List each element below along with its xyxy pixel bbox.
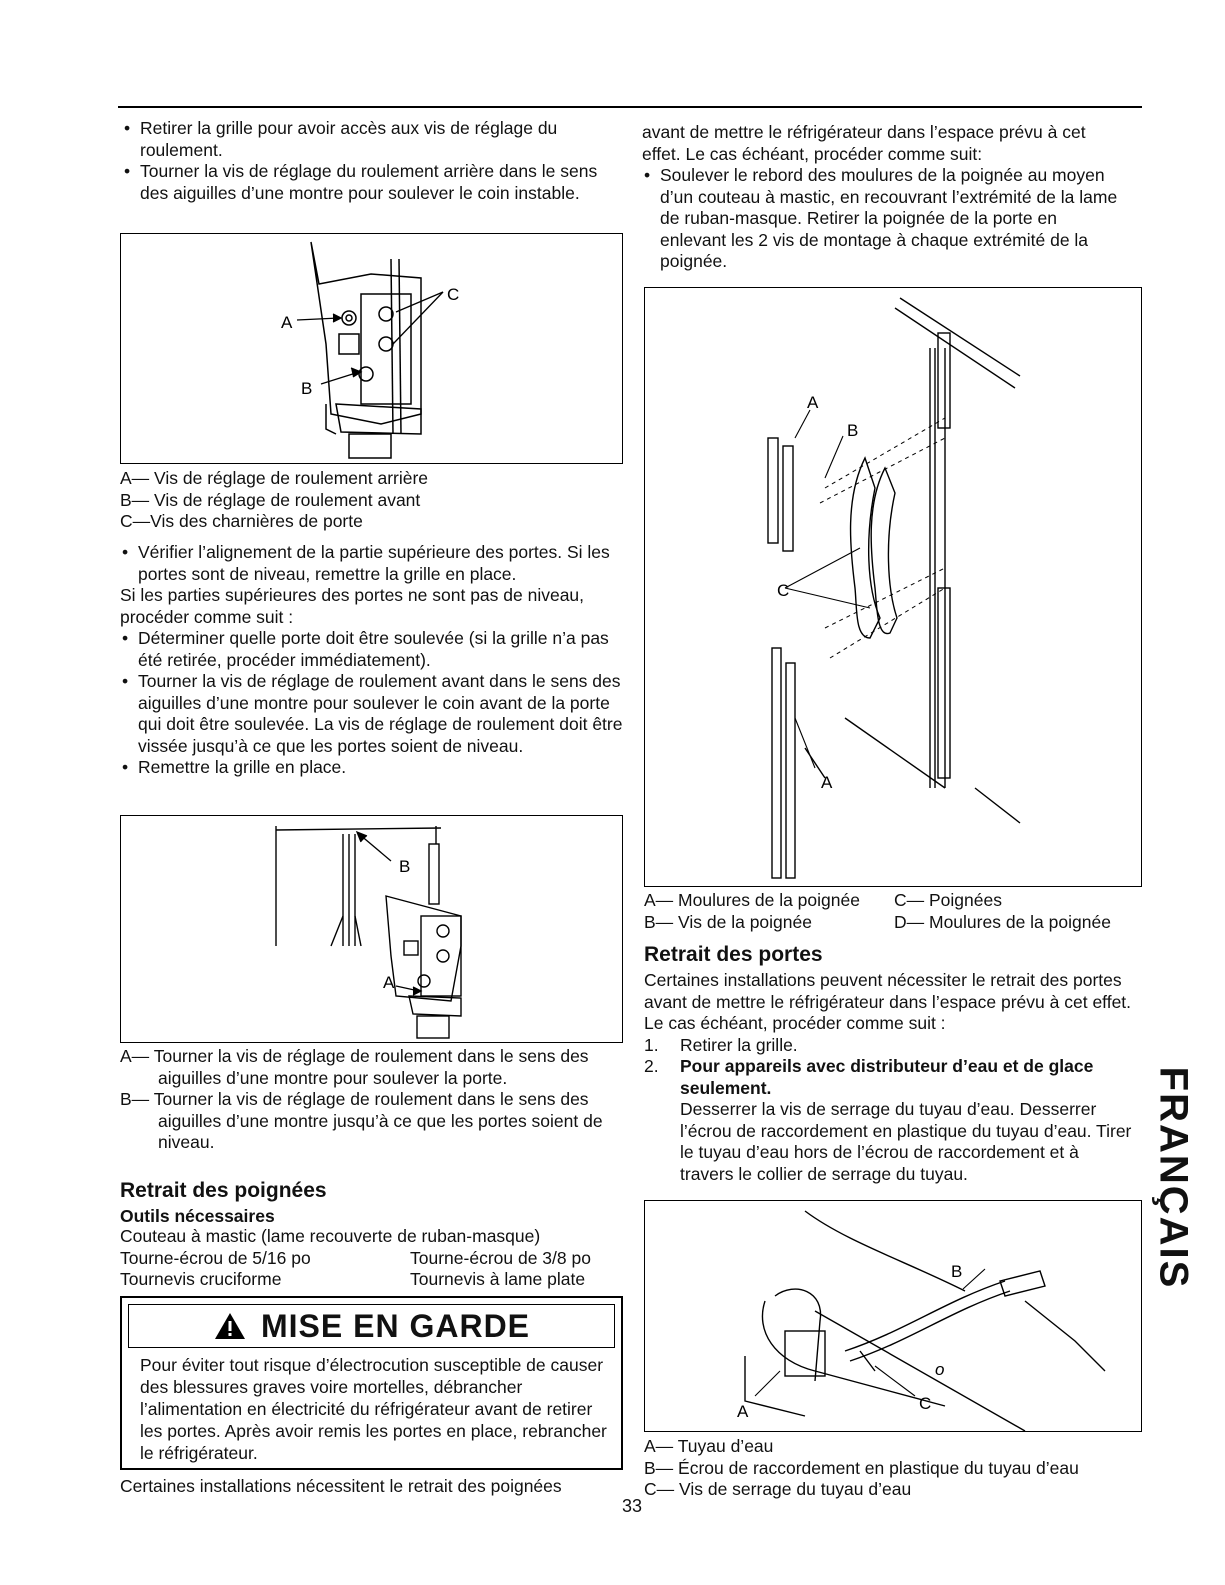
tool-item: Tournevis à lame plate	[410, 1269, 586, 1289]
caption-b	[120, 1089, 632, 1154]
label-b: B	[951, 1262, 963, 1281]
caption-a: A— Tuyau d’eau	[644, 1436, 774, 1456]
step-number: 2.	[644, 1056, 659, 1076]
label-a-top: A	[807, 393, 819, 412]
paragraph: Si les parties supérieures des portes ne sont pas de niveau, procéder comme suit :	[120, 585, 585, 627]
label-b: B	[847, 421, 859, 440]
tools-grid	[120, 1248, 620, 1291]
tools-heading: Outils nécessaires	[120, 1206, 275, 1226]
warning-triangle-icon	[213, 1311, 247, 1341]
figure-front-roller-adjust	[120, 815, 623, 1043]
caption-b: B— Écrou de raccordement en plastique du tuyau d’eau	[644, 1457, 1079, 1478]
list-item: • Soulever le rebord des moulures de la poignée au moyen d’un couteau à mastic, en recouvrant l’extrémité de la lame de ruban-masque. Retirer la poignée de la porte en enlevant les 2 vis de montage à chaque extrémité de la poignée.	[642, 165, 1122, 273]
illustration-door-roller	[121, 816, 622, 1042]
label-a: A	[281, 313, 293, 332]
list-item: • Remettre la grille en place.	[120, 757, 632, 779]
step-bold: Pour appareils avec distributeur d’eau et de glace seulement.	[680, 1056, 1094, 1098]
bottom-line: Certaines installations nécessitent le retrait des poignées	[120, 1476, 562, 1496]
caption-b: B— Vis de la poignée	[644, 911, 812, 932]
step-number: 1.	[644, 1034, 659, 1055]
illustration-roller-bracket	[121, 234, 622, 463]
label-a: A	[737, 1402, 749, 1421]
label-c: C	[919, 1394, 932, 1413]
fig4-captions	[644, 1436, 1144, 1501]
illustration-water-tube	[645, 1201, 1141, 1431]
caption-a: A— Moulures de la poignée	[644, 890, 860, 910]
step-text: Retirer la grille.	[680, 1034, 798, 1055]
figure-rear-roller-screws	[120, 233, 623, 464]
label-a-bottom: A	[821, 773, 833, 792]
warning-header	[128, 1304, 615, 1348]
caption-a	[120, 1046, 632, 1089]
label-o: o	[935, 1360, 945, 1379]
list-item: • Vérifier l’alignement de la partie supérieure des portes. Si les portes sont de niveau, remettre la grille en place.	[120, 542, 632, 585]
page-number: 33	[621, 1496, 643, 1516]
illustration-handles	[645, 288, 1141, 886]
language-side-tab	[1150, 1045, 1196, 1310]
label-c: C	[447, 285, 460, 304]
label-a: A	[383, 973, 395, 992]
paragraph: Certaines installations peuvent nécessiter le retrait des portes avant de mettre le réfrigérateur dans l’espace prévu à cet effet. Le cas échéant, procéder comme suit :	[644, 970, 1132, 1033]
warning-title: MISE EN GARDE	[260, 1307, 531, 1344]
list-item: • Retirer la grille pour avoir accès aux vis de réglage du roulement.	[122, 118, 602, 161]
tools-list	[120, 1226, 620, 1291]
caption-b-text: B— Tourner la vis de réglage de roulement dans le sens des aiguilles d’une montre jusqu’à ce que les portes soient de niveau.	[120, 1089, 603, 1152]
label-c: C	[777, 581, 790, 600]
step-2	[644, 1056, 1134, 1185]
label-b: B	[301, 379, 313, 398]
caption-a: A— Vis de réglage de roulement arrière	[120, 468, 429, 488]
caption-d: D— Moulures de la poignée	[894, 911, 1111, 932]
paragraph: avant de mettre le réfrigérateur dans l’espace prévu à cet effet. Le cas échéant, procéder comme suit:	[642, 122, 1086, 164]
right-top-section	[642, 122, 1122, 273]
top-rule	[118, 106, 1142, 108]
left-top-bullets	[122, 118, 602, 204]
warning-text: Pour éviter tout risque d’électrocution susceptible de causer des blessures graves voire mortelles, débrancher l’alimentation en électricité du réfrigérateur avant de retirer les portes. Après avoir remis les portes en place, rebrancher le réfrigérateur.	[140, 1355, 607, 1463]
caption-c: C— Vis de serrage du tuyau d’eau	[644, 1479, 912, 1499]
caption-c: C—Vis des charnières de porte	[120, 511, 363, 531]
caption-c: C— Poignées	[894, 890, 1002, 910]
step-1	[644, 1035, 1134, 1057]
fig2-captions	[120, 1046, 632, 1154]
tool-item: Tourne-écrou de 5/16 po	[120, 1247, 311, 1268]
caption-a-text: A— Tourner la vis de réglage de roulement dans le sens des aiguilles d’une montre pour soulever la porte.	[120, 1046, 589, 1088]
heading-handles: Retrait des poignées	[120, 1179, 327, 1202]
tools-line: Couteau à mastic (lame recouverte de ruban-masque)	[120, 1226, 541, 1246]
caption-b: B— Vis de réglage de roulement avant	[120, 489, 421, 510]
tool-item: Tourne-écrou de 3/8 po	[410, 1247, 591, 1268]
label-b: B	[399, 857, 411, 876]
fig3-captions	[644, 890, 1144, 933]
list-item: • Déterminer quelle porte doit être soulevée (si la grille n’a pas été retirée, procéder immédiatement).	[120, 628, 632, 671]
door-alignment-section	[120, 542, 632, 779]
step-text: Desserrer la vis de serrage du tuyau d’eau. Desserrer l’écrou de raccordement en plastique du tuyau d’eau. Tirer le tuyau d’eau hors de l’écrou de raccordement et à travers le collier de serrage du tuyau.	[680, 1099, 1132, 1184]
fig1-captions	[120, 468, 620, 533]
warning-box	[120, 1296, 623, 1470]
list-item: • Tourner la vis de réglage de roulement avant dans le sens des aiguilles d’une montre pour soulever le coin avant de la porte qui doit être soulevée. La vis de réglage de roulement doit être vissée jusqu’à ce que les portes soient de niveau.	[120, 671, 632, 757]
heading-doors: Retrait des portes	[644, 943, 823, 966]
fig3-caption-grid	[644, 890, 1144, 933]
figure-handle-removal	[644, 287, 1142, 887]
tool-item: Tournevis cruciforme	[120, 1269, 282, 1289]
language-label: FRANÇAIS	[1151, 1066, 1196, 1289]
figure-water-line	[644, 1200, 1142, 1432]
doors-section	[644, 970, 1134, 1185]
list-item: • Tourner la vis de réglage du roulement arrière dans le sens des aiguilles d’une montre pour soulever le coin instable.	[122, 161, 602, 204]
